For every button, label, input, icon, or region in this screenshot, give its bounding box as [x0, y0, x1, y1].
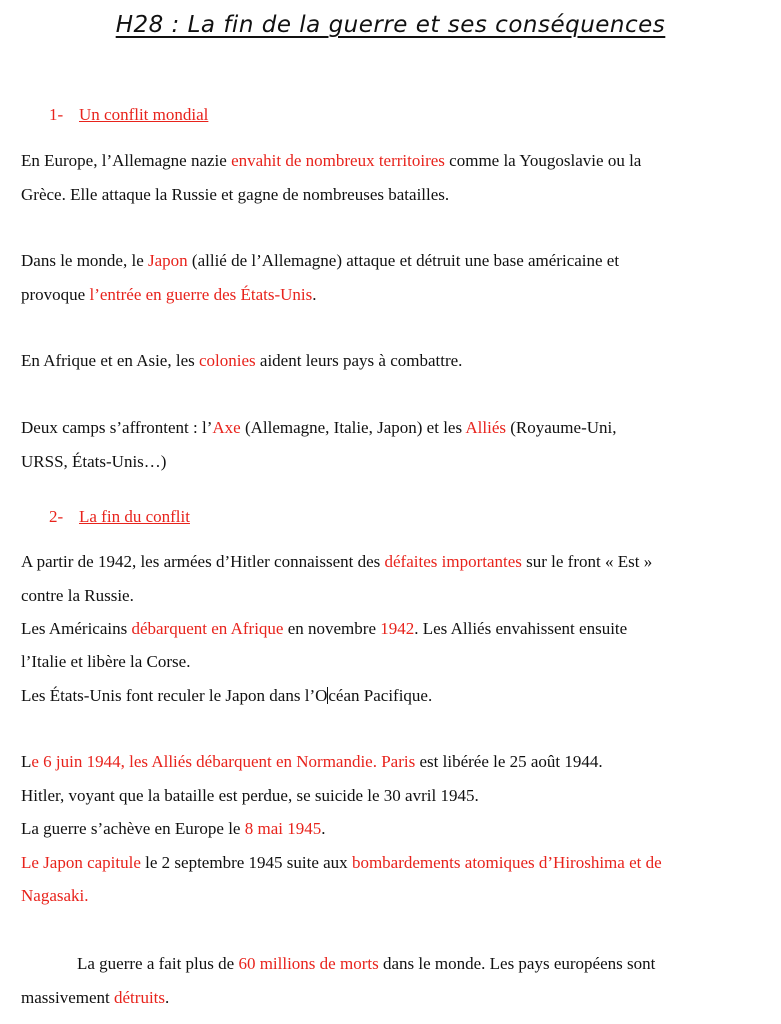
text-line [21, 251, 619, 271]
text-span: . [165, 988, 170, 1007]
text-line: Nagasaki. [21, 886, 89, 905]
text-span: Les Américains [21, 619, 132, 638]
text-line: URSS, États-Unis…) [21, 452, 167, 471]
section-number: 2- [49, 507, 64, 526]
text-span: en novembre [283, 619, 381, 638]
highlight-span: Japon [148, 251, 188, 270]
highlight-span: e 6 juin 1944, les Alliés débarquent en Normandie. Paris [31, 752, 416, 771]
text-span: En Afrique et en Asie, les [21, 351, 199, 370]
text-span: La guerre s’achève en Europe le [21, 819, 245, 838]
text-span: A partir de 1942, les armées d’Hitler connaissent des [21, 552, 385, 571]
text-line: contre la Russie. [21, 586, 134, 605]
text-span: massivement [21, 988, 115, 1007]
highlight-span: colonies [199, 351, 256, 370]
text-span: (Royaume-Uni, [506, 418, 617, 437]
text-line [21, 151, 641, 171]
section-label: Un conflit mondial [79, 105, 209, 124]
highlight-span: bombardements atomiques d’Hiroshima et de [351, 853, 662, 872]
highlight-span: débarquent en Afrique [131, 619, 284, 638]
highlight-span: 60 millions de morts [238, 954, 379, 973]
text-span: . [321, 819, 326, 838]
text-span: La guerre a fait plus de [77, 954, 239, 973]
text-span: . Les Alliés envahissent ensuite [414, 619, 628, 638]
page-title: H28 : La fin de la guerre et ses conséquences [115, 12, 666, 38]
text-span: comme la Yougoslavie ou la [444, 151, 642, 170]
text-line [21, 285, 317, 305]
text-span: provoque [21, 285, 90, 304]
section-label: La fin du conflit [79, 507, 190, 526]
section-number: 1- [49, 105, 64, 124]
highlight-span: l’entrée en guerre des États-Unis [89, 285, 313, 304]
text-line [77, 954, 655, 974]
text-span: est libérée le 25 août 1944. [415, 752, 603, 771]
text-span: céan Pacifique. [328, 686, 433, 705]
text-line [21, 351, 462, 371]
text-line [21, 819, 325, 839]
text-line: l’Italie et libère la Corse. [21, 652, 191, 671]
text-line [21, 853, 662, 873]
text-line [21, 418, 616, 438]
text-span: Dans le monde, le [21, 251, 148, 270]
highlight-span: Axe [212, 418, 241, 437]
text-span: L [21, 752, 32, 771]
text-line [21, 988, 169, 1008]
highlight-span: envahit de nombreux territoires [231, 151, 445, 170]
text-span: dans le monde. Les pays européens sont [378, 954, 656, 973]
text-span: . [312, 285, 317, 304]
highlight-span: détruits [114, 988, 166, 1007]
section-heading-2 [49, 507, 190, 527]
text-span: sur le front « Est » [521, 552, 653, 571]
text-span: le 2 septembre 1945 suite aux [140, 853, 352, 872]
highlight-span: 8 mai 1945 [244, 819, 322, 838]
text-line: Grèce. Elle attaque la Russie et gagne de nombreuses batailles. [21, 185, 450, 204]
text-span: (allié de l’Allemagne) attaque et détruit une base américaine et [187, 251, 620, 270]
highlight-span: Le Japon capitule [21, 853, 141, 872]
text-span: En Europe, l’Allemagne nazie [21, 151, 232, 170]
section-heading-1 [49, 105, 208, 125]
highlight-span: 1942 [380, 619, 415, 638]
text-span: Deux camps s’affrontent : l’ [21, 418, 213, 437]
highlight-span: Alliés [465, 418, 506, 437]
text-line [21, 552, 652, 572]
highlight-span: défaites importantes [384, 552, 522, 571]
text-span: aident leurs pays à combattre. [255, 351, 463, 370]
text-span: (Allemagne, Italie, Japon) et les [240, 418, 466, 437]
text-line [21, 686, 432, 706]
text-line: Hitler, voyant que la bataille est perdue, se suicide le 30 avril 1945. [21, 786, 479, 805]
text-line [21, 752, 603, 772]
text-line [21, 619, 627, 639]
text-span: Les États-Unis font reculer le Japon dans l’O [21, 686, 328, 705]
